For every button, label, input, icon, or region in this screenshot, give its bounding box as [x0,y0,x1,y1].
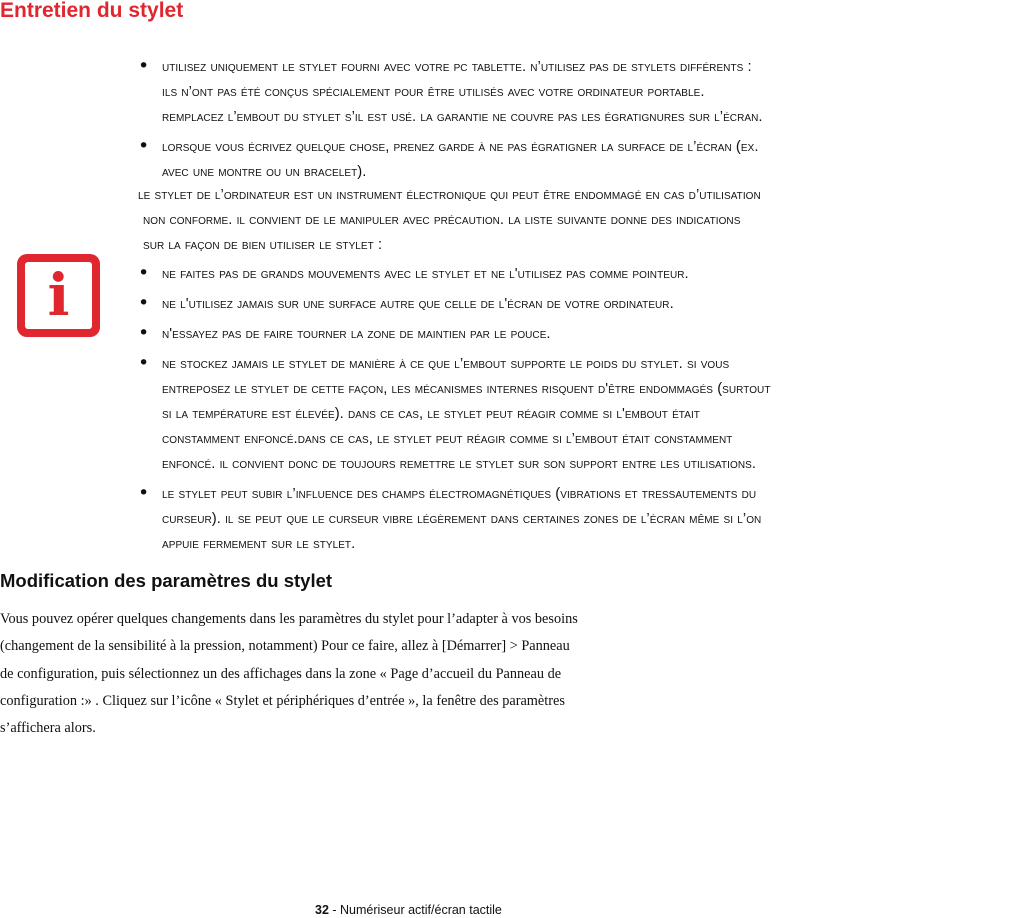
footer-separator: - [328,903,341,917]
list-item-line: utilisez uniquement le stylet fourni avec votre pc tablette. n’utilisez pas de stylets différents : [162,59,752,75]
body-line: configuration :» . Cliquez sur l’icône « Stylet et périphériques d’entrée », la fenêtre des paramètres [0,692,565,709]
list-item-line: constamment enfoncé.dans ce cas, le stylet peut réagir comme si l’embout était constamment [162,431,733,447]
list-item-line: curseur). il se peut que le curseur vibre légèrement dans certaines zones de l’écran même si l’on [162,511,762,527]
paragraph-line: sur la façon de bien utiliser le stylet : [143,237,383,253]
intro-paragraph [138,183,1034,258]
bullet-dot: • [138,322,150,344]
bullet-dot: • [138,352,150,374]
info-icon [17,254,100,337]
list-item-line: n'essayez pas de faire tourner la zone de maintien par le pouce. [162,326,551,342]
list-item-line: ne faites pas de grands mouvements avec le stylet et ne l'utilisez pas comme pointeur. [162,266,689,282]
list-item-line: lorsque vous écrivez quelque chose, prenez garde à ne pas égratigner la surface de l’écran (ex. [162,139,759,155]
info-icon-glyph: i [47,261,70,329]
list-item [138,482,1034,557]
list-item [138,135,1034,185]
footer-section-title: Numériseur actif/écran tactile [340,903,502,917]
list-item-line: avec une montre ou un bracelet). [162,164,367,180]
list-item [138,352,1034,477]
section-heading: Modification des paramètres du stylet [0,570,333,591]
body-line: de configuration, puis sélectionnez un des affichages dans la zone « Page d’accueil du Panneau de [0,665,562,682]
list-item-line: ne l'utilisez jamais sur une surface autre que celle de l'écran de votre ordinateur. [162,296,674,312]
body-paragraph [0,606,1036,742]
paragraph-line: non conforme. il convient de le manipuler avec précaution. la liste suivante donne des indications [143,212,741,228]
bullet-dot: • [138,262,150,284]
body-line: Vous pouvez opérer quelques changements dans les paramètres du stylet pour l’adapter à vos besoins [0,611,578,627]
list-item [138,322,1034,347]
body-line: (changement de la sensibilité à la pression, notamment) Pour ce faire, allez à [Démarrer] > Panneau [0,638,570,655]
bullet-dot: • [138,55,150,77]
list-item-line: remplacez l’embout du stylet s’il est usé. la garantie ne couvre pas les égratignures sur l’écran. [162,109,763,125]
info-icon-frame [25,262,92,329]
list-item [138,292,1034,317]
list-item-line: ne stockez jamais le stylet de manière à ce que l’embout supporte le poids du stylet. si vous [162,356,730,372]
bullet-list-care [138,262,1034,562]
paragraph-line: le stylet de l’ordinateur est un instrument électronique qui peut être endommagé en cas d’utilisation [138,187,761,203]
list-item-line: appuie fermement sur le stylet. [162,536,356,552]
bullet-dot: • [138,482,150,504]
list-item-line: le stylet peut subir l’influence des champs électromagnétiques (vibrations et tressautements du [162,486,757,502]
page-title: Entretien du stylet [0,0,184,22]
list-item-line: entreposez le stylet de cette façon, les mécanismes internes risquent d'être endommagés (surtout [162,381,771,397]
page-number: 32 [315,903,329,917]
bullet-dot: • [138,135,150,157]
bullet-list-usage [138,55,1034,190]
page-footer [315,903,502,917]
list-item-line: si la température est élevée). dans ce cas, le stylet peut réagir comme si l'embout était [162,406,700,422]
list-item [138,262,1034,287]
body-line: s’affichera alors. [0,720,96,737]
bullet-dot: • [138,292,150,314]
list-item-line: enfoncé. il convient donc de toujours remettre le stylet sur son support entre les utilisations. [162,456,756,472]
list-item [138,55,1034,130]
list-item-line: ils n’ont pas été conçus spécialement pour être utilisés avec votre ordinateur portable. [162,84,705,100]
